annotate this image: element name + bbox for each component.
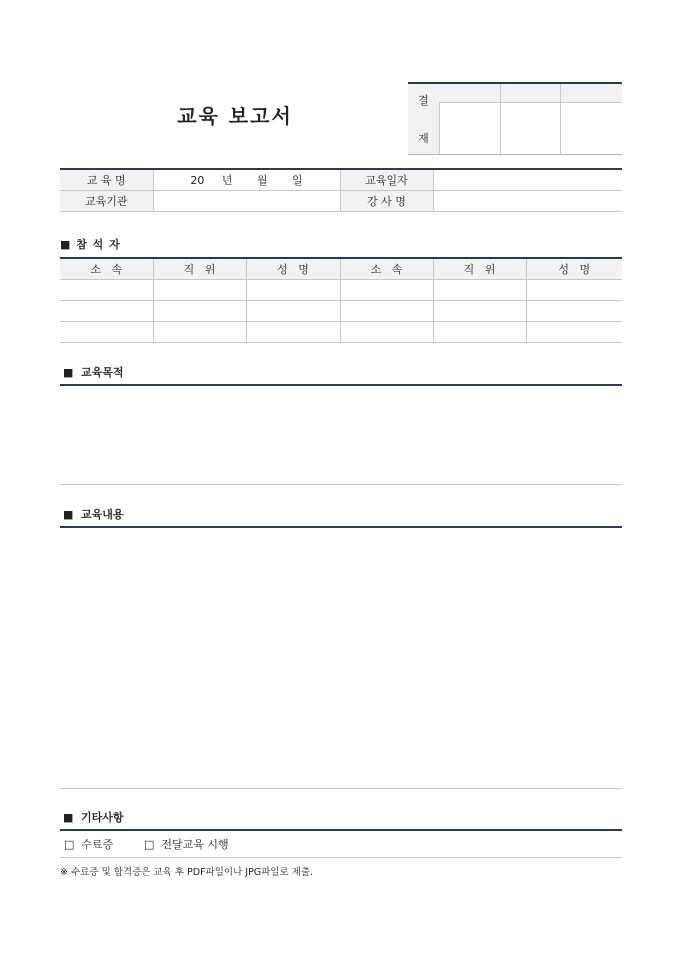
attendees-table [60, 257, 622, 343]
attendee-cell[interactable] [526, 322, 622, 343]
attendee-row [60, 301, 622, 322]
attendee-cell[interactable] [60, 280, 153, 301]
instructor-label: 강 사 명 [340, 191, 433, 212]
header-affiliation: 소 속 [60, 258, 153, 280]
info-row-course [60, 169, 622, 191]
attendee-cell[interactable] [340, 280, 433, 301]
institution-field[interactable] [153, 191, 340, 212]
institution-label: 교육기관 [60, 191, 153, 212]
approval-label-top: 결 [418, 94, 429, 107]
attendee-cell[interactable] [60, 301, 153, 322]
purpose-area[interactable] [60, 386, 622, 483]
date-field[interactable] [153, 169, 340, 191]
approval-label-bottom: 재 [418, 132, 429, 145]
other-bottom-line [60, 857, 622, 858]
attendee-cell[interactable] [246, 322, 340, 343]
attendee-cell[interactable] [246, 280, 340, 301]
relay-training-checkbox[interactable]: □ 전달교육 시행 [144, 838, 229, 851]
header-position: 직 위 [153, 258, 246, 280]
attendee-cell[interactable] [60, 322, 153, 343]
approval-divider [560, 84, 561, 154]
attendee-cell[interactable] [433, 322, 526, 343]
header-name: 성 명 [246, 258, 340, 280]
training-date-label: 교육일자 [340, 169, 433, 191]
attendee-cell[interactable] [433, 280, 526, 301]
attendee-cell[interactable] [153, 301, 246, 322]
info-row-institution [60, 191, 622, 212]
certificate-checkbox[interactable]: □ 수료증 [64, 838, 114, 851]
content-bottom-line [60, 788, 622, 789]
attendee-cell[interactable] [340, 301, 433, 322]
attendee-cell[interactable] [153, 280, 246, 301]
attendee-cell[interactable] [153, 322, 246, 343]
approval-box [408, 82, 622, 155]
submission-note: ※ 수료증 및 합격증은 교육 후 PDF파일이나 JPG파일로 제출. [60, 867, 314, 878]
instructor-field[interactable] [433, 191, 622, 212]
attendees-title: ■ 참 석 자 [60, 238, 120, 251]
info-table [60, 168, 622, 212]
purpose-bottom-line [60, 484, 622, 485]
attendee-row [60, 322, 622, 343]
attendee-cell[interactable] [526, 301, 622, 322]
attendee-cell[interactable] [246, 301, 340, 322]
attendee-cell[interactable] [340, 322, 433, 343]
attendee-cell[interactable] [433, 301, 526, 322]
attendee-cell[interactable] [526, 280, 622, 301]
content-area[interactable] [60, 528, 622, 787]
header-affiliation: 소 속 [340, 258, 433, 280]
content-title: ■ 교육내용 [63, 508, 124, 521]
document-title: 교육 보고서 [177, 104, 293, 128]
header-name: 성 명 [526, 258, 622, 280]
course-name-label: 교 육 명 [60, 169, 153, 191]
training-date-field[interactable] [433, 169, 622, 191]
purpose-title: ■ 교육목적 [63, 366, 124, 379]
attendee-row [60, 280, 622, 301]
date-text: 20 년 월 일 [190, 174, 303, 187]
header-position: 직 위 [433, 258, 526, 280]
approval-divider [500, 84, 501, 154]
approval-label-column [408, 84, 440, 154]
other-title: ■ 기타사항 [63, 811, 124, 824]
attendees-header-row [60, 258, 622, 280]
other-top-line [60, 829, 622, 831]
approval-header-row [439, 84, 622, 103]
